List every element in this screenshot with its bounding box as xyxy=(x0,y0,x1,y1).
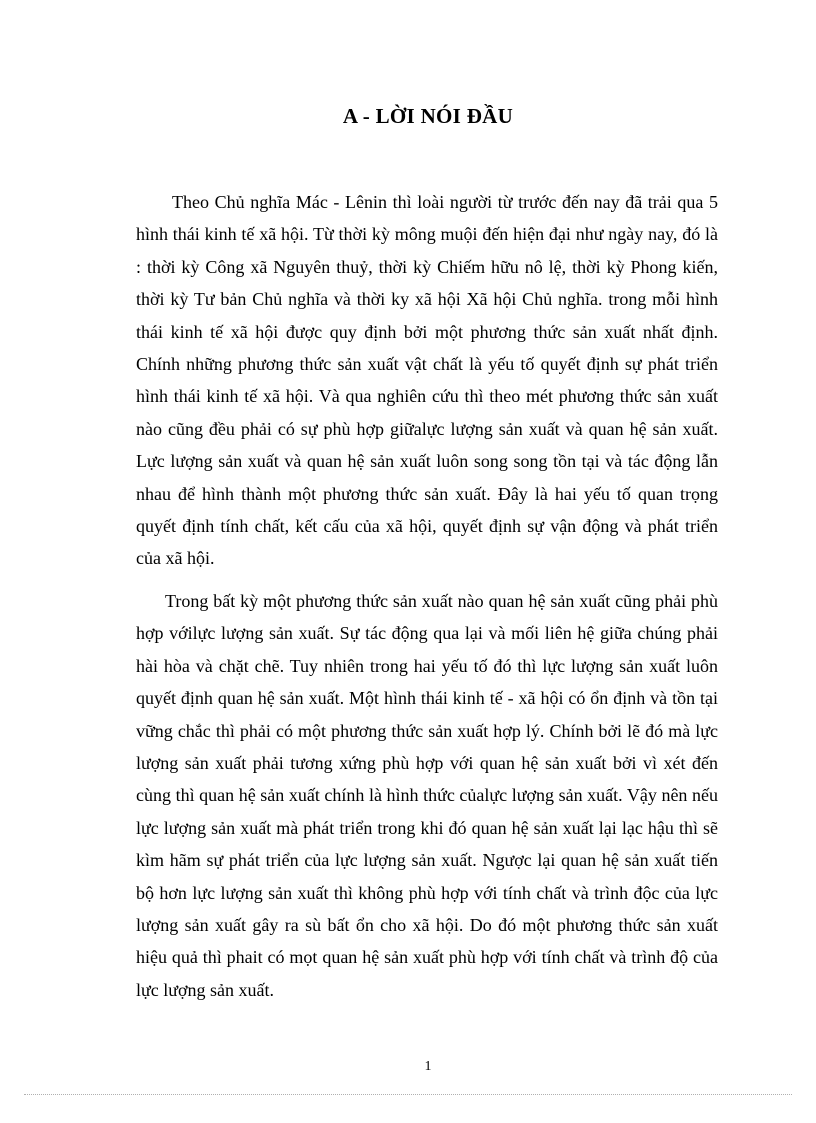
page-number: 1 xyxy=(424,1059,432,1074)
document-body xyxy=(136,186,718,1006)
paragraph-2: Trong bất kỳ một phương thức sản xuất nào quan hệ sản xuất cũng phải phù hợp vớilực lượng sản xuất. Sự tác động qua lại và mối liên hệ giữa chúng phải hài hòa và chặt chẽ. Tuy nhiên trong hai yếu tố đó thì lực lượng sản xuất luôn quyết định quan hệ sản xuất. Một hình thái kinh tế - xã hội có ổn định và tồn tại vững chắc thì phải có một phương thức sản xuất hợp lý. Chính bởi lẽ đó mà lực lượng sản xuất phải tương xứng phù hợp với quan hệ sản xuất bởi vì xét đến cùng thì quan hệ sản xuất chính là hình thức củalực lượng sản xuất. Vậy nên nếu lực lượng sản xuất mà phát triển trong khi đó quan hệ sản xuất lại lạc hậu thì sẽ kìm hãm sự phát triển của lực lượng sản xuất. Ngược lại quan hệ sản xuất tiến bộ hơn lực lượng sản xuất thì không phù hợp với tính chất và trình độc của lực lượng sản xuất gây ra sù bất ổn cho xã hội. Do đó một phương thức sản xuất hiệu quả thì phait có mọt quan hệ sản xuất phù hợp với tính chất và trình độ của lực lượng sản xuất. xyxy=(136,590,718,1000)
document-title: A - LỜI NÓI ĐẦU xyxy=(342,104,514,128)
paragraph-1: Theo Chủ nghĩa Mác - Lênin thì loài người từ trước đến nay đã trải qua 5 hình thái kinh tế xã hội. Từ thời kỳ mông muội đến hiện đại như ngày nay, đó là : thời kỳ Công xã Nguyên thuỷ, thời kỳ Chiếm hữu nô lệ, thời kỳ Phong kiến, thời kỳ Tư bản Chủ nghĩa và thời ky xã hội Xã hội Chủ nghĩa. trong mỗi hình thái kinh tế xã hội được quy định bởi một phương thức sản xuất nhất định. Chính những phương thức sản xuất vật chất là yếu tố quyết định sự phát triển hình thái kinh tế xã hội. Và qua nghiên cứu thì theo mét phương thức sản xuất nào cũng đều phải có sự phù hợp giữalực lượng sản xuất và quan hệ sản xuất. Lực lượng sản xuất và quan hệ sản xuất luôn song song tồn tại và tác động lẫn nhau để hình thành một phương thức sản xuất. Đây là hai yếu tố quan trọng quyết định tính chất, kết cấu của xã hội, quyết định sự vận động và phát triển của xã hội. xyxy=(136,192,718,569)
footer-divider xyxy=(24,1094,792,1095)
